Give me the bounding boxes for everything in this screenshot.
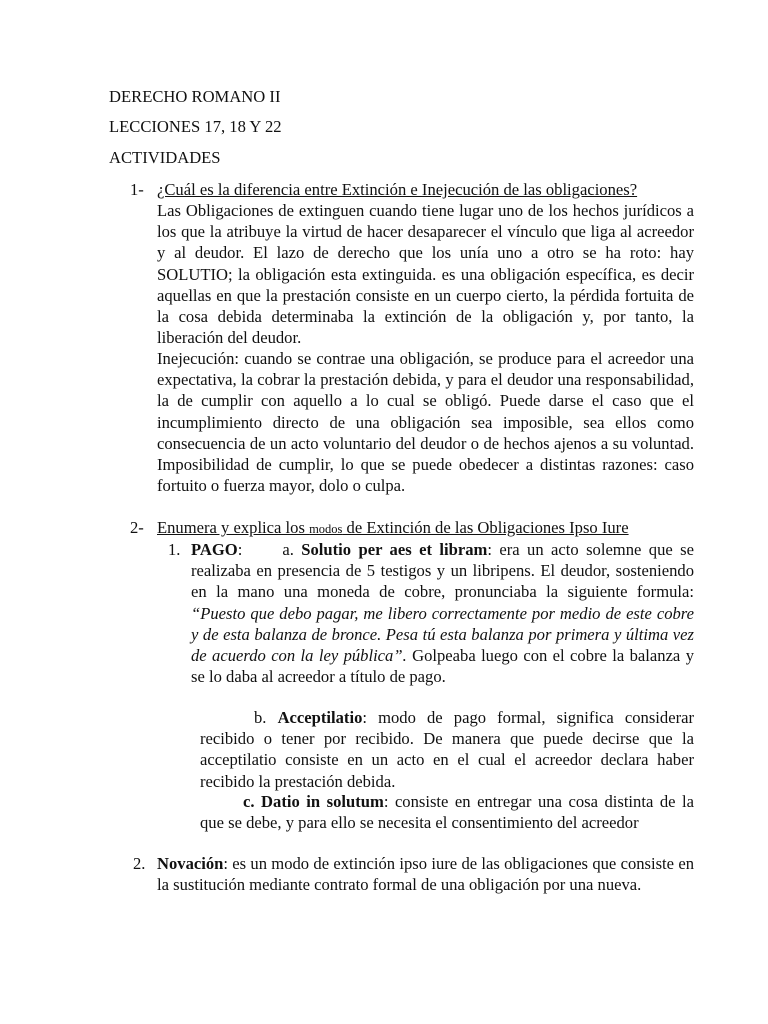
answer-1-paragraph-inejecucion: Inejecución: cuando se contrae una obligación, se produce para el acreedor una expectativa, la cobrar la prestación debida, y para el deudor una responsabilidad, la de cumplir con aquello a lo cual se obligó. Puede darse el caso que el incumplimiento directo de una obligación sea imposible, sea ellos como consecuencia de un acto voluntario del deudor o de hechos ajenos a su voluntad. Imposibilidad de cumplir, lo que se puede obedecer a distintas razones: caso fortuito o fuerza mayor, dolo o culpa. — [157, 349, 694, 496]
course-title: DERECHO ROMANO II — [109, 87, 281, 106]
question-2-small-word: modos — [309, 522, 343, 536]
item-1-number: 1. — [168, 540, 181, 559]
pago-c-label: c. — [243, 792, 255, 811]
item-1-pago-paragraph — [191, 539, 694, 687]
item-2-number: 2. — [133, 854, 146, 873]
pago-b-title: Acceptilatio — [277, 708, 363, 727]
pago-b-label: b. — [254, 708, 267, 727]
pago-a-title: Solutio per aes et libram — [301, 540, 488, 559]
pago-a-text1: : era un acto solemne que se realizaba en presencia de 5 testigos y un libripens. El deudor, sosteniendo en la mano una moneda de cobre, pronunciaba la siguiente formula: — [191, 540, 694, 602]
answer-1-paragraph-extincion: Las Obligaciones de extinguen cuando tiene lugar uno de los hechos jurídicos a los que la atribuye la virtud de hacer desaparecer el vínculo que liga al acreedor y al deudor. El lazo de derecho que los unía uno a otro se ha roto: hay SOLUTIO; la obligación esta extinguida. es una obligación específica, es decir aquellas en que la prestación consiste en un cuerpo cierto, la pérdida fortuita de la cosa debida determinaba la extinción de la obligación y, por tanto, la liberación del deudor. — [157, 201, 694, 348]
pago-b-text: : modo de pago formal, significa considerar recibido o tener por recibido. De manera que puede decirse que la acceptilatio consiste en un acto en el cual el acreedor declara haber recibido la prestación debida. — [200, 708, 695, 791]
item-1-b-paragraph — [200, 707, 694, 792]
novacion-title: Novación — [157, 854, 224, 873]
item-1-c-paragraph — [200, 791, 694, 833]
question-2-text — [157, 517, 697, 540]
question-1-number: 1- — [130, 180, 144, 199]
pago-a-label: a. — [282, 540, 294, 559]
novacion-text: : es un modo de extinción ipso iure de las obligaciones que consiste en la sustitución mediante contrato formal de una obligación por una nueva. — [157, 854, 694, 895]
pago-colon: : — [237, 540, 243, 559]
pago-c-text: : consiste en entregar una cosa distinta de la que se debe, y para ello se necesita el consentimiento del acreedor — [200, 792, 694, 833]
question-2-part2: de Extinción de las Obligaciones Ipso Iure — [342, 518, 629, 537]
section-title: ACTIVIDADES — [109, 148, 221, 167]
pago-title: PAGO — [191, 540, 238, 559]
pago-c-title: Datio in solutum — [261, 792, 384, 811]
question-2-number: 2- — [130, 518, 144, 537]
item-2-novacion-paragraph — [157, 853, 694, 895]
pago-a-quote: “Puesto que debo pagar, me libero correctamente por medio de este cobre y de esta balanza de bronce. Pesa tú esta balanza por primera y última vez de acuerdo con la ley pública”. — [191, 603, 694, 666]
pago-a-text2: Golpeaba luego con el cobre la balanza y se lo daba al acreedor a título de pago. — [191, 646, 694, 687]
question-1-text: ¿Cuál es la diferencia entre Extinción e Inejecución de las obligaciones? — [157, 180, 638, 199]
lessons-title: LECCIONES 17, 18 Y 22 — [109, 117, 282, 136]
question-2-part1: Enumera y explica los — [157, 518, 310, 537]
